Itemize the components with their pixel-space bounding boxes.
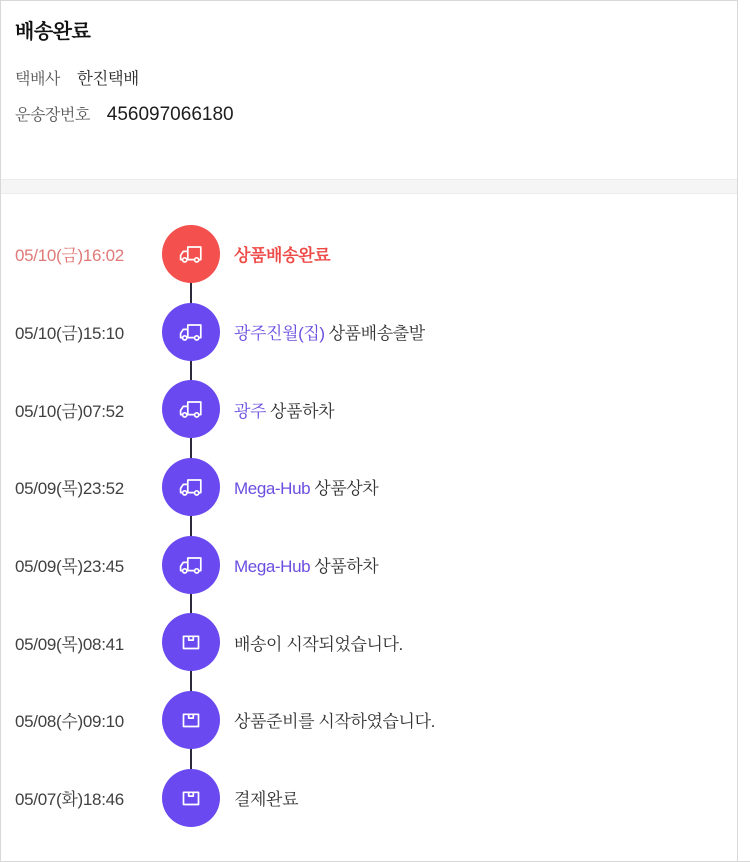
event-icon-badge (162, 691, 220, 749)
event-icon-badge (162, 303, 220, 361)
tracking-number-label: 운송장번호 (15, 107, 90, 124)
event-status: 상품배송출발 (328, 324, 425, 344)
timeline-event-row (1, 681, 737, 759)
section-divider (1, 179, 737, 194)
event-status: 상품하차 (314, 557, 379, 577)
event-timestamp: 05/09(목)23:45 (15, 557, 124, 577)
event-status: 상품상차 (314, 479, 379, 499)
event-icon-badge (162, 536, 220, 594)
box-icon (176, 627, 206, 657)
truck-icon (176, 472, 206, 502)
event-timestamp: 05/08(수)09:10 (15, 712, 124, 732)
event-icon-badge (162, 380, 220, 438)
timeline-event-row (1, 370, 737, 448)
event-status-text (234, 241, 330, 266)
box-icon (176, 783, 206, 813)
timeline-event-row (1, 293, 737, 371)
delivery-timeline (1, 194, 737, 837)
courier-label: 택배사 (15, 71, 60, 88)
courier-value: 한진택배 (76, 70, 139, 88)
tracking-number-value: 456097066180 (106, 104, 234, 125)
event-status-text (234, 319, 425, 344)
truck-icon (176, 317, 206, 347)
timeline-event-row (1, 603, 737, 681)
truck-icon (176, 394, 206, 424)
truck-icon (176, 550, 206, 580)
event-location: 광주진월(집) (234, 324, 325, 344)
event-status: 상품하차 (270, 401, 335, 421)
event-location: Mega-Hub (234, 557, 311, 577)
event-timestamp: 05/10(금)15:10 (15, 324, 124, 344)
event-status-text (234, 630, 403, 655)
event-icon-badge (162, 458, 220, 516)
event-status: 상품준비를 시작하였습니다. (234, 712, 435, 732)
event-timestamp: 05/10(금)16:02 (15, 246, 124, 266)
event-timestamp: 05/10(금)07:52 (15, 401, 124, 421)
event-status-text (234, 474, 378, 499)
event-icon-badge (162, 769, 220, 827)
tracking-number-row (15, 102, 721, 126)
box-icon (176, 705, 206, 735)
timeline-event-row (1, 526, 737, 604)
timeline-event-row (1, 215, 737, 293)
timeline-event-row (1, 448, 737, 526)
event-status-text (234, 785, 298, 810)
event-timestamp: 05/07(화)18:46 (15, 790, 124, 810)
event-icon-badge (162, 613, 220, 671)
timeline-event-row (1, 759, 737, 837)
event-location: Mega-Hub (234, 479, 311, 499)
event-timestamp: 05/09(목)08:41 (15, 634, 124, 654)
event-status-text (234, 552, 378, 577)
event-timestamp: 05/09(목)23:52 (15, 479, 124, 499)
event-status-text (234, 707, 435, 732)
tracking-header (1, 1, 737, 179)
courier-row (15, 65, 721, 89)
event-status-text (234, 397, 334, 422)
event-status: 상품배송완료 (234, 246, 331, 266)
event-icon-badge (162, 225, 220, 283)
event-status: 배송이 시작되었습니다. (234, 634, 403, 654)
truck-icon (176, 239, 206, 269)
page-title: 배송완료 (15, 21, 91, 43)
event-status: 결제완료 (234, 790, 299, 810)
event-location: 광주 (234, 401, 267, 421)
